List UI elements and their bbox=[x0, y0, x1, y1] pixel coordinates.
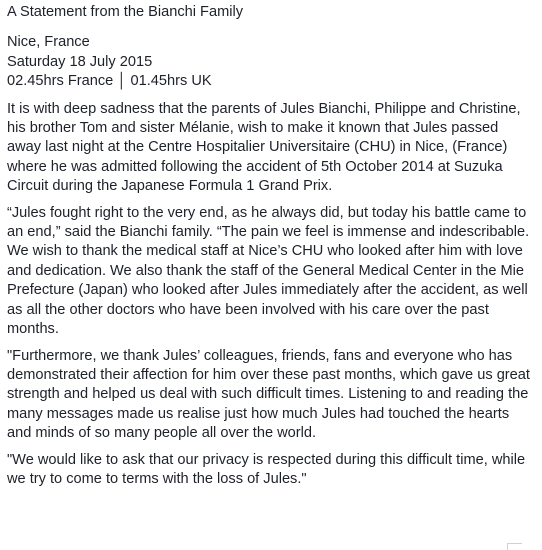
post-date: Saturday 18 July 2015 bbox=[7, 53, 153, 70]
statement-paragraph-2: “Jules fought right to the very end, as he always did, but today his battle came to an end,” said the Bianchi family. “The pain we feel is immense and indescribable. We wish to thank the medical staff at Nice’s CHU who looked after him with love and dedication. We also thank the staff of the General Medical Center in the Mie Prefecture (Japan) who looked after Jules immediately after the accident, as well as all the other doctors who have been involved with his care over the past months. bbox=[7, 204, 530, 338]
statement-paragraph-1: It is with deep sadness that the parents of Jules Bianchi, Philippe and Christine, his brother Tom and sister Mélanie, wish to make it known that Jules passed away last night at the Centre Hospitalier Universitaire (CHU) in Nice, (France) where he was admitted following the accident of 5th October 2014 at Suzuka Circuit during the Japanese Formula 1 Grand Prix. bbox=[7, 100, 521, 195]
statement-paragraph-4: "We would like to ask that our privacy is respected during this difficult time, while we try to come to terms with the loss of Jules." bbox=[7, 451, 526, 487]
post-meta bbox=[7, 33, 534, 91]
post-location: Nice, France bbox=[7, 34, 90, 51]
statement-paragraph-3: "Furthermore, we thank Jules’ colleagues, friends, fans and everyone who has demonstrated their affection for him over these past months, which gave us great strength and helped us deal with such difficult times. Listening to and reading the many messages made us realise just how much Jules had touched the hearts and minds of so many people all over the world. bbox=[7, 347, 530, 442]
resize-corner-mark bbox=[507, 543, 522, 550]
post-time: 02.45hrs France │ 01.45hrs UK bbox=[7, 73, 212, 90]
post-title: A Statement from the Bianchi Family bbox=[7, 4, 244, 20]
